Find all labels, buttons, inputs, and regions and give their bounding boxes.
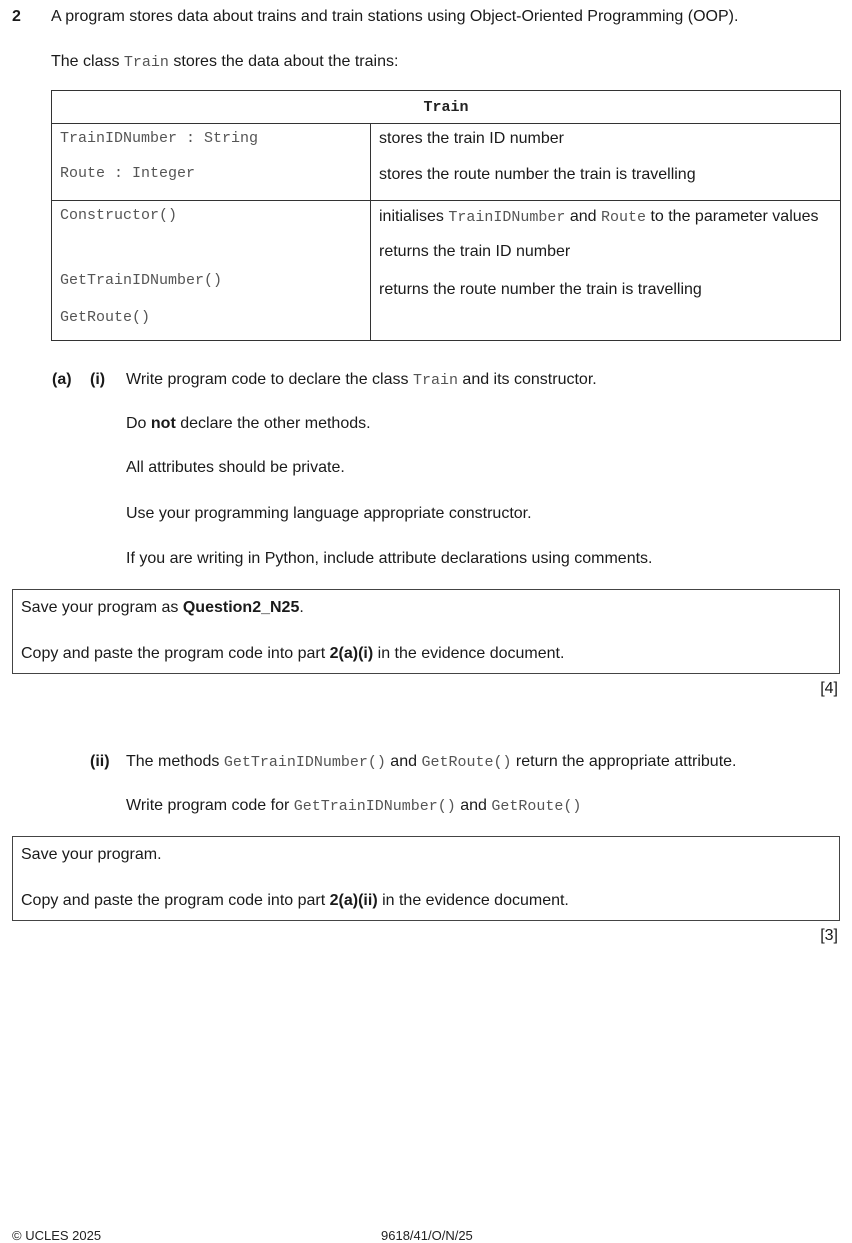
part-a-i-line4: Use your programming language appropriate constructor. [126, 505, 532, 522]
part-a-ii-line1: The methods GetTrainIDNumber() and GetRoute() return the appropriate attribute. [126, 753, 737, 771]
attribute-route-desc: stores the route number the train is travelling [379, 166, 696, 183]
attributes-desc-cell [371, 124, 841, 201]
methods-cell [52, 201, 371, 341]
evidence-a-i-line1: Save your program as Question2_N25. [21, 599, 304, 616]
part-a-ii-label: (ii) [90, 753, 110, 770]
marks-a-i: [4] [820, 680, 838, 697]
evidence-box-a-ii [12, 836, 840, 921]
method-constructor: Constructor() [60, 207, 178, 224]
attribute-train-id-desc: stores the train ID number [379, 130, 564, 147]
attribute-route: Route : Integer [60, 165, 196, 182]
part-a-ii-line2: Write program code for GetTrainIDNumber() and GetRoute() [126, 797, 582, 815]
method-get-route: GetRoute() [60, 309, 151, 326]
part-a-i-line5: If you are writing in Python, include attribute declarations using comments. [126, 550, 653, 567]
class-table [51, 90, 841, 341]
evidence-a-ii-line1: Save your program. [21, 846, 162, 863]
marks-a-ii: [3] [820, 927, 838, 944]
attributes-cell [52, 124, 371, 201]
method-get-train-id-desc: returns the train ID number [379, 243, 571, 260]
evidence-a-i-line2: Copy and paste the program code into part 2(a)(i) in the evidence document. [21, 645, 565, 662]
class-table-header: Train [52, 91, 841, 124]
part-a-i-line2: Do not declare the other methods. [126, 415, 371, 432]
part-a-i-label: (i) [90, 371, 106, 388]
methods-desc-cell [371, 201, 841, 341]
footer-copyright: © UCLES 2025 [12, 1228, 102, 1243]
part-a-label: (a) [52, 371, 72, 388]
class-intro-line: The class Train stores the data about the trains: [51, 53, 399, 71]
method-constructor-desc: initialises TrainIDNumber and Route to the parameter values [379, 208, 819, 226]
part-a-i-line1: Write program code to declare the class Train and its constructor. [126, 371, 597, 389]
question-number: 2 [12, 8, 21, 25]
method-get-route-desc: returns the route number the train is travelling [379, 281, 702, 298]
question-intro: A program stores data about trains and train stations using Object-Oriented Programming (OOP). [51, 8, 739, 25]
part-a-i-line3: All attributes should be private. [126, 459, 345, 476]
method-get-train-id: GetTrainIDNumber() [60, 272, 223, 289]
footer-paper-code: 9618/41/O/N/25 [381, 1228, 473, 1243]
attribute-train-id: TrainIDNumber : String [60, 130, 259, 147]
evidence-a-ii-line2: Copy and paste the program code into part 2(a)(ii) in the evidence document. [21, 892, 569, 909]
evidence-box-a-i [12, 589, 840, 674]
